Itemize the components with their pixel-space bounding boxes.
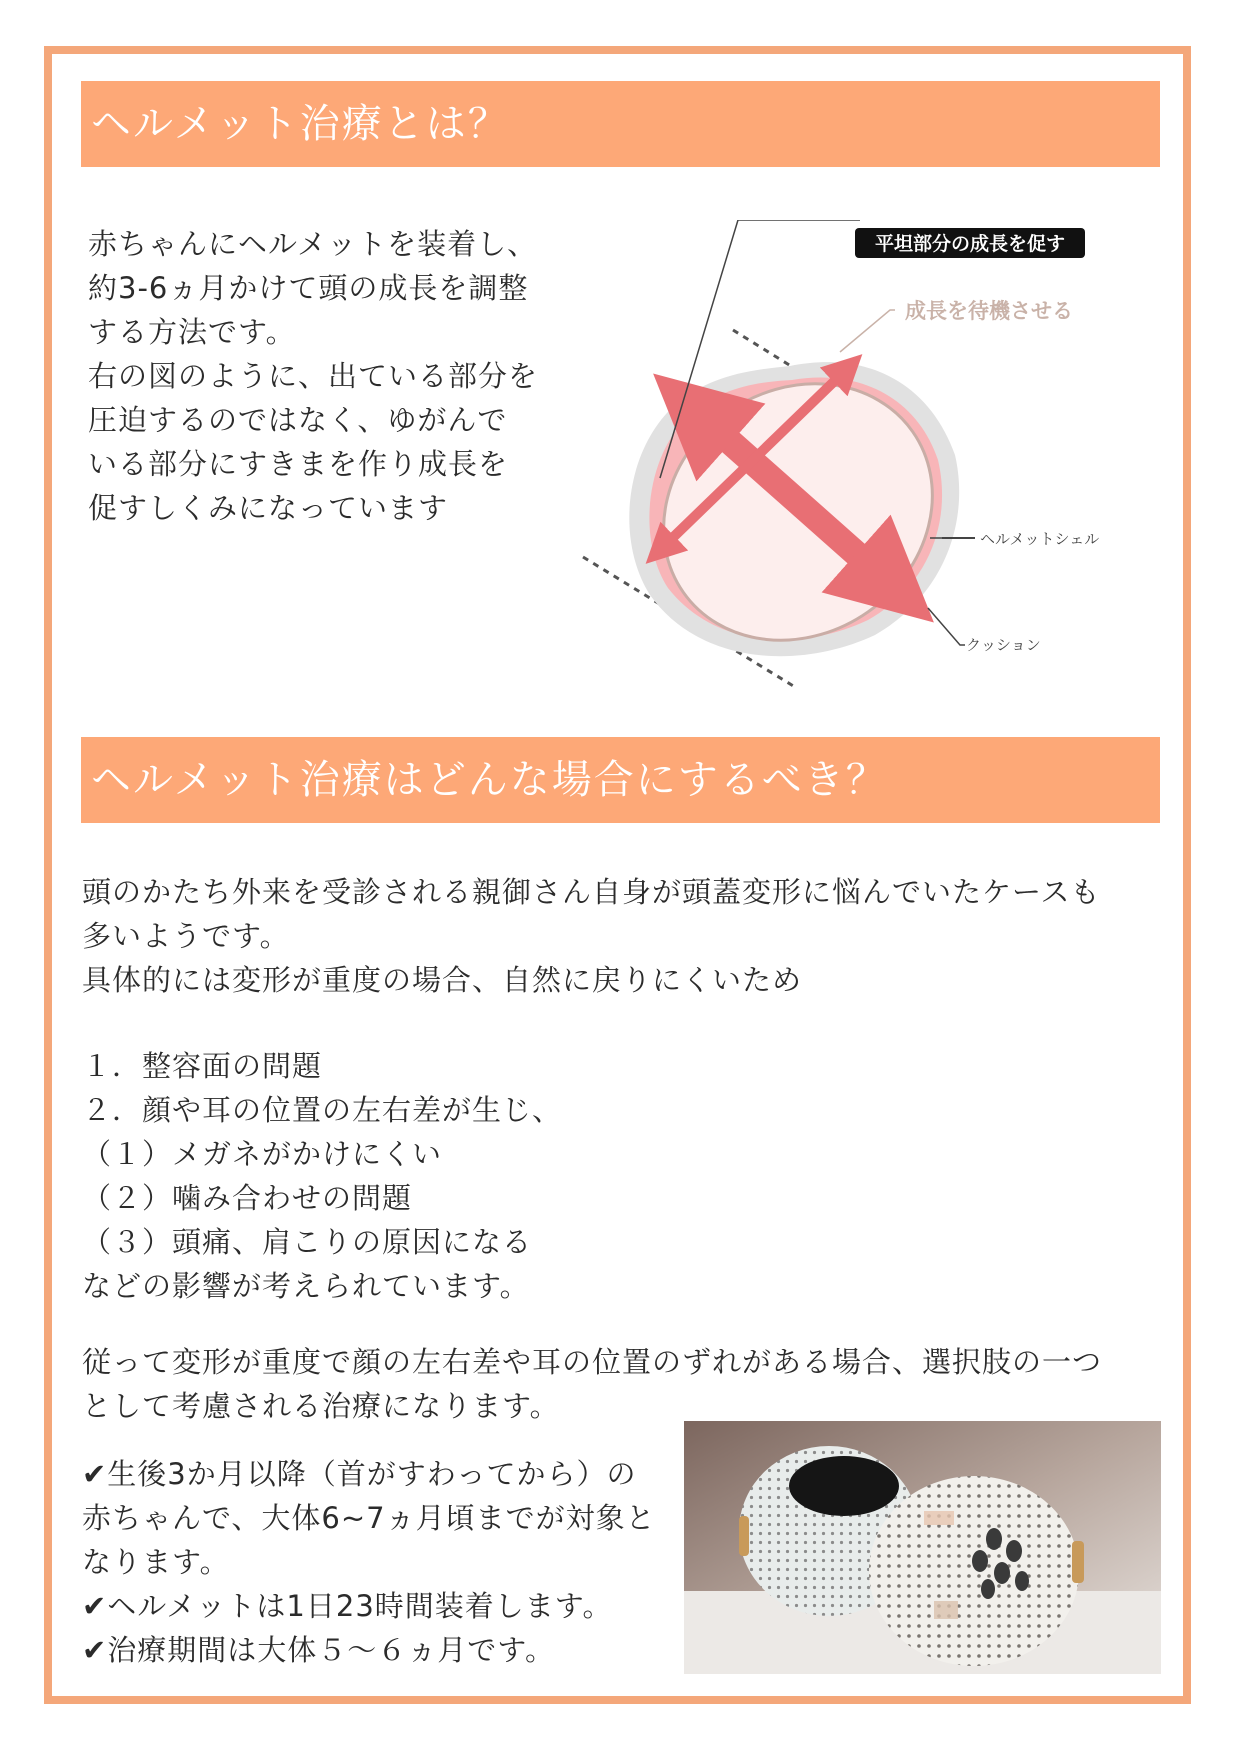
label-wait: 成長を待機させる [905, 299, 1073, 323]
leader-line-wait [840, 310, 895, 352]
label-shell: ヘルメットシェル [980, 530, 1100, 548]
section-title-helmet-treatment: ヘルメット治療とは？ [81, 81, 1160, 167]
section-title-when-to-treat: ヘルメット治療はどんな場合にするべき？ [81, 737, 1160, 823]
helmet-photo [684, 1421, 1161, 1674]
section1-body: 赤ちゃんにヘルメットを装着し、 約3-6ヵ月かけて頭の成長を調整 する方法です。 右の図のように、出ている部分を 圧迫するのではなく、ゆがんで いる部分にすきまを作り成長を 促すしくみになっています [88, 227, 539, 525]
section2-intro: 頭のかたち外来を受診される親御さん自身が頭蓋変形に悩んでいたケースも 多いようです。 具体的には変形が重度の場合、自然に戻りにくいため [82, 875, 1101, 997]
label-flat: 平坦部分の成長を促す [874, 233, 1066, 255]
section2-checks: ✔生後3か月以降（首がすわってから）の 赤ちゃんで、大体6~7ヵ月頃までが対象と なります。 ✔ヘルメットは1日23時間装着します。 ✔治療期間は大体５～６ヵ月です。 [82, 1457, 656, 1667]
label-cushion: クッション [966, 636, 1041, 654]
leader-line-cushion [928, 608, 965, 645]
section2-list: １．整容面の問題 ２．顔や耳の位置の左右差が生じ、 （１）メガネがかけにくい （２）噛み合わせの問題 （３）頭痛、肩こりの原因になる などの影響が考えられています。 [82, 1049, 563, 1303]
section2-conclusion: 従って変形が重度で顔の左右差や耳の位置のずれがある場合、選択肢の一つ として考慮される治療になります。 [82, 1345, 1103, 1423]
helmet-diagram [570, 220, 1170, 700]
